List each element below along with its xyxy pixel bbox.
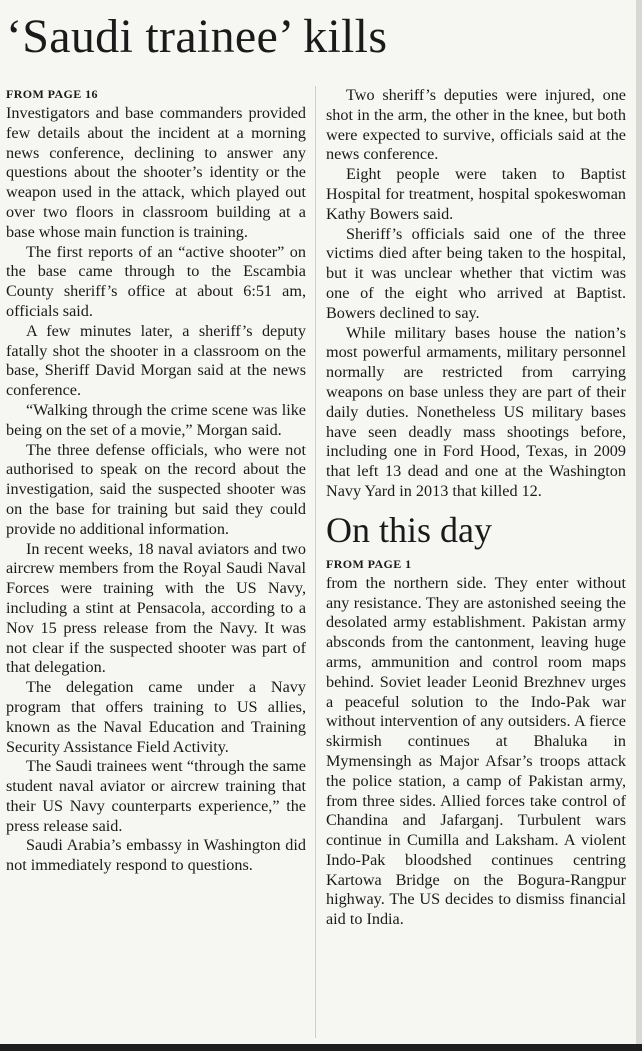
article-paragraph: Eight people were taken to Baptist Hospital for treatment, hospital spokeswoman Kathy Bowers said. (326, 165, 626, 223)
article-paragraph: While military bases house the nation’s most powerful armaments, military personnel normally are restricted from carrying weapons on base unless they are part of their daily duties. Nonetheless US military bases have seen deadly mass shootings before, including one in Ford Hood, Texas, in 2009 that left 13 dead and one at the Washington Navy Yard in 2013 that killed 12. (326, 323, 626, 500)
article-paragraph: The first reports of an “active shooter” on the base came through to the Escambia County sheriff’s office at about 6:51 am, officials said. (6, 242, 306, 320)
on-this-day-headline: On this day (326, 509, 492, 550)
article-paragraph: The three defense officials, who were not authorised to speak on the record about the investigation, said the suspected shooter was on the base for training but said they could provide no additional information. (6, 440, 306, 538)
page-edge (636, 0, 642, 1051)
article-paragraph: In recent weeks, 18 naval aviators and two aircrew members from the Royal Saudi Naval Forces were training with the US Navy, including a stint at Pensacola, according to a Nov 15 press release from the Navy. It was not clear if the suspected shooter was part of that delegation. (6, 539, 306, 677)
article-kicker: FROM PAGE 16 (6, 87, 98, 101)
article-column-right (326, 86, 626, 930)
on-this-day-body: from the northern side. They enter without any resistance. They are astonished seeing the desolated army establishment. Pakistan army absconds from the cantonment, leaving huge arms, ammunition and control room maps behind. Soviet leader Leonid Brezhnev urges a peaceful solution to the Indo-Pak war without intervention of any outsiders. A fierce skirmish continues at Bhaluka in Mymensingh as Major Afsar’s troops attack the police station, a camp of Pakistan army, from three sides. Allied forces take control of Chandina and Jafarganj. Turbulent wars continue in Cumilla and Laksham. A violent Indo-Pak bloodshed continues centring Kartowa Bridge on the Bogura-Rangpur highway. The US decides to dismiss financial aid to India. (326, 573, 626, 929)
article-paragraph: “Walking through the crime scene was like being on the set of a movie,” Morgan said. (6, 400, 306, 439)
column-divider (315, 86, 316, 1038)
page-bottom-rule (0, 1044, 642, 1051)
article-paragraph: A few minutes later, a sheriff’s deputy fatally shot the shooter in a classroom on the base, Sheriff David Morgan said at the news conference. (6, 321, 306, 400)
article-headline: ‘Saudi trainee’ kills (6, 10, 388, 63)
on-this-day-kicker: FROM PAGE 1 (326, 556, 412, 571)
article-paragraph: Sheriff’s officials said one of the three victims died after being taken to the hospital, but it was unclear whether that victim was one of the eight who arrived at Baptist. Bowers declined to say. (326, 224, 626, 322)
article-paragraph: Saudi Arabia’s embassy in Washington did not immediately respond to questions. (6, 836, 306, 875)
article-column-left (6, 86, 306, 876)
article-paragraph: The delegation came under a Navy program that offers training to US allies, known as the Naval Education and Training Security Assistance Field Activity. (6, 678, 306, 756)
article-paragraph: The Saudi trainees went “through the same student naval aviator or aircrew training that their US Navy counterparts experience,” the press release said. (6, 757, 306, 835)
article-paragraph: Two sheriff’s deputies were injured, one shot in the arm, the other in the knee, but both were expected to survive, officials said at the news conference. (326, 86, 626, 164)
article-paragraph: Investigators and base commanders provided few details about the incident at a morning news conference, declining to answer any questions about the shooter’s identity or the weapon used in the attack, which played out over two floors in classroom building at a base whose main function is training. (6, 104, 306, 241)
